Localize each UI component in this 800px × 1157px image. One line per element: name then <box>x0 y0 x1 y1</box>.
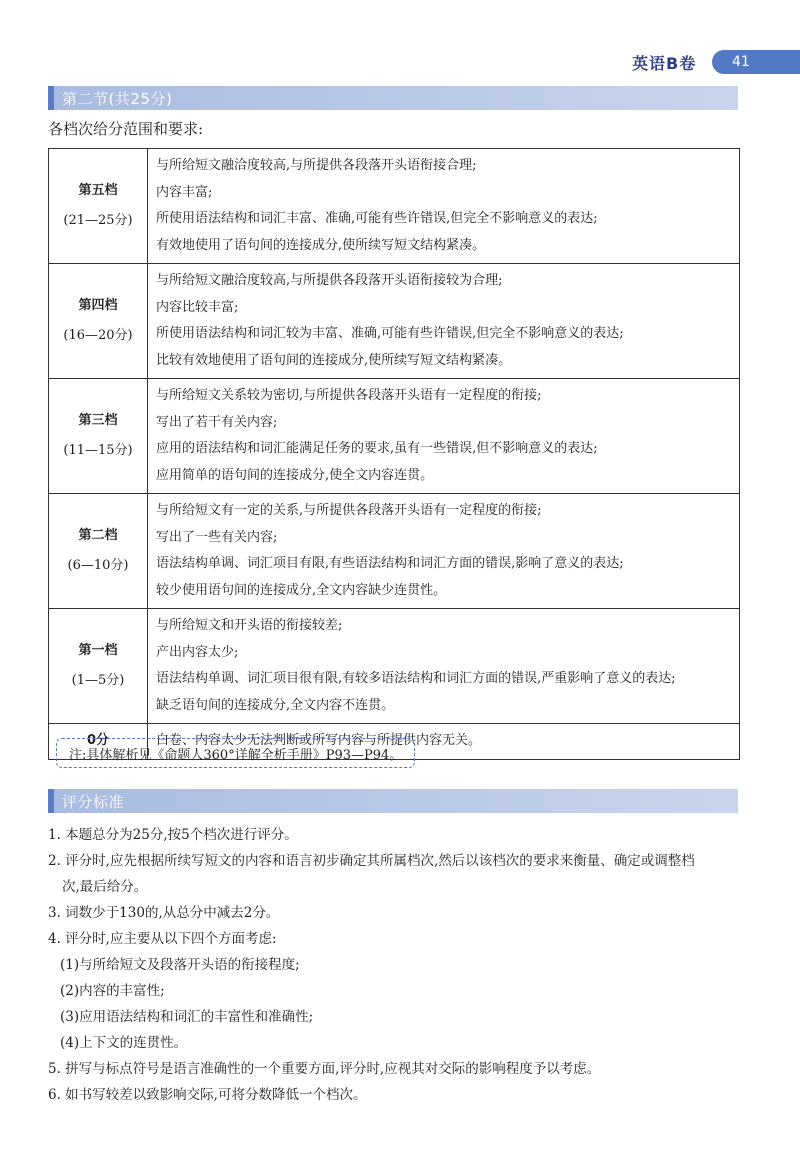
grade-range: (16—20分) <box>63 328 133 343</box>
page-header <box>614 48 800 76</box>
grade-level: 0分 <box>86 733 110 749</box>
intro-text: 各档次给分范围和要求: <box>48 120 204 138</box>
criterion-line: 所使用语法结构和词汇丰富、准确,可能有些许错误,但完全不影响意义的表达; <box>156 211 598 226</box>
criterion-line: 缺乏语句间的连接成分,全文内容不连贯。 <box>156 697 395 713</box>
grade-level: 第四档 <box>78 298 118 313</box>
criterion-line: 应用简单的语句间的连接成分,使全文内容连贯。 <box>156 467 434 483</box>
criterion-line: 产出内容太少; <box>156 644 239 660</box>
criterion-line: 与所给短文融洽度较高,与所提供各段落开头语衔接较为合理; <box>156 273 503 288</box>
grade-level: 第三档 <box>78 413 118 428</box>
list-item: (2)内容的丰富性; <box>60 983 165 999</box>
grade-description <box>148 609 740 724</box>
grade-range: (21—25分) <box>63 213 133 228</box>
criterion-line: 内容比较丰富; <box>156 299 239 315</box>
reference-note: 注:具体解析见《命题人360°详解全析手册》P93—P94。 <box>56 738 415 768</box>
list-item: 次,最后给分。 <box>62 879 148 895</box>
grade-level: 第一档 <box>78 643 118 658</box>
criterion-line: 有效地使用了语句间的连接成分,使所续写短文结构紧凑。 <box>156 237 486 253</box>
section-title: 第二节(共25分) <box>62 89 173 108</box>
grade-description <box>148 264 740 379</box>
criterion-line: 写出了若干有关内容; <box>156 414 278 430</box>
criterion-line: 与所给短文关系较为密切,与所提供各段落开头语有一定程度的衔接; <box>156 388 542 403</box>
list-item: 6. 如书写较差以致影响交际,可将分数降低一个档次。 <box>48 1087 367 1103</box>
criterion-line: 内容丰富; <box>156 184 213 200</box>
criterion-line: 语法结构单调、词汇项目有限,有些语法结构和词汇方面的错误,影响了意义的表达; <box>156 556 624 571</box>
criterion-line: 与所给短文和开头语的衔接较差; <box>156 618 343 633</box>
criterion-line: 比较有效地使用了语句间的连接成分,使所续写短文结构紧凑。 <box>156 352 512 368</box>
grade-description <box>148 379 740 494</box>
section-title: 评分标准 <box>62 792 125 811</box>
table-row <box>49 379 740 494</box>
criterion-line: 白卷、内容太少无法判断或所写内容与所提供内容无关。 <box>156 733 482 748</box>
section-title-bar <box>48 86 738 110</box>
criterion-line: 写出了一些有关内容; <box>156 529 278 545</box>
list-item: (3)应用语法结构和词汇的丰富性和准确性; <box>60 1009 314 1025</box>
grade-level-cell <box>49 149 148 264</box>
grade-level: 第二档 <box>78 528 118 543</box>
table-row <box>49 494 740 609</box>
list-item: 5. 拼写与标点符号是语言准确性的一个重要方面,评分时,应视其对交际的影响程度予以考虑。 <box>48 1061 601 1077</box>
grade-level-cell <box>49 494 148 609</box>
grade-level-cell <box>49 609 148 724</box>
grade-range: (1—5分) <box>71 673 125 688</box>
table-row <box>49 609 740 724</box>
criterion-line: 较少使用语句间的连接成分,全文内容缺少连贯性。 <box>156 582 447 598</box>
list-item: 3. 词数少于130的,从总分中减去2分。 <box>48 905 280 921</box>
criterion-line: 与所给短文有一定的关系,与所提供各段落开头语有一定程度的衔接; <box>156 503 542 518</box>
criterion-line: 与所给短文融洽度较高,与所提供各段落开头语衔接合理; <box>156 158 477 173</box>
criterion-line: 语法结构单调、词汇项目很有限,有较多语法结构和词汇方面的错误,严重影响了意义的表达; <box>156 671 676 686</box>
scoring-criteria-list <box>48 822 748 1108</box>
criterion-line: 应用的语法结构和词汇能满足任务的要求,虽有一些错误,但不影响意义的表达; <box>156 441 598 456</box>
list-item: 2. 评分时,应先根据所续写短文的内容和语言初步确定其所属档次,然后以该档次的要求来衡量、确定或调整档 <box>48 853 695 869</box>
page-number-badge: 41 <box>712 50 800 74</box>
grade-description <box>148 494 740 609</box>
table-row <box>49 264 740 379</box>
header-title: 英语B卷 <box>632 53 697 73</box>
grade-level-cell <box>49 379 148 494</box>
grade-description <box>148 149 740 264</box>
grade-range: (6—10分) <box>67 558 129 573</box>
list-item: 4. 评分时,应主要从以下四个方面考虑: <box>48 931 277 947</box>
table-row <box>49 149 740 264</box>
list-item: (1)与所给短文及段落开头语的衔接程度; <box>60 957 300 973</box>
list-item: (4)上下文的连贯性。 <box>60 1035 188 1051</box>
grade-table <box>48 148 740 760</box>
grade-range: (11—15分) <box>63 443 133 458</box>
list-item: 1. 本题总分为25分,按5个档次进行评分。 <box>48 827 298 843</box>
grade-level: 第五档 <box>78 183 118 198</box>
scoring-standard-bar <box>48 789 738 813</box>
grade-level-cell <box>49 264 148 379</box>
criterion-line: 所使用语法结构和词汇较为丰富、准确,可能有些许错误,但完全不影响意义的表达; <box>156 326 624 341</box>
